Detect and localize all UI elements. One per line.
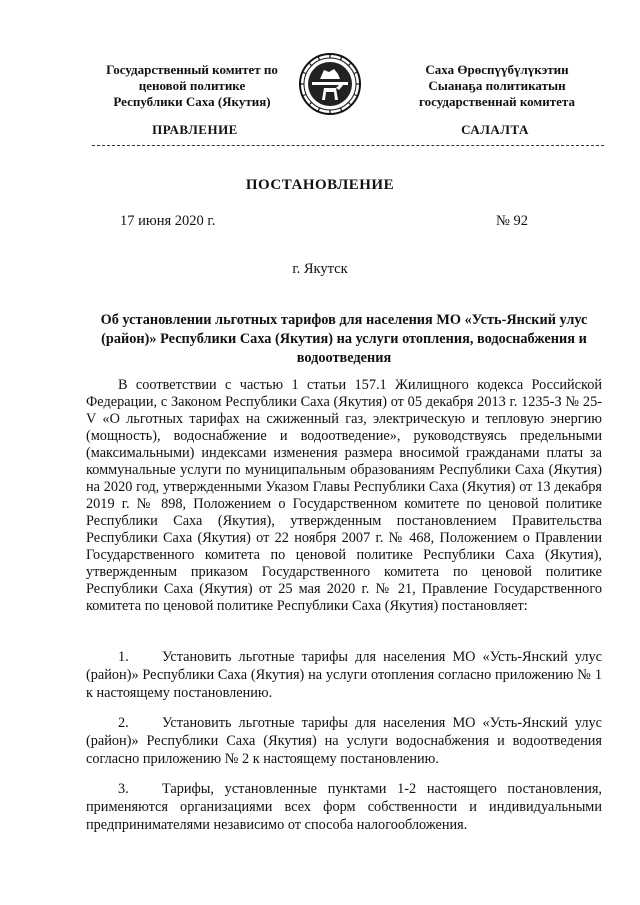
document-city: г. Якутск [292,261,348,277]
document-number: № 92 [496,213,528,229]
header-right-org-name [392,62,602,110]
sakha-coat-of-arms-icon [298,52,362,116]
document-date: 17 июня 2020 г. [120,213,216,229]
list-item [86,648,602,702]
item-number: 2. [118,715,129,731]
document-body [86,377,602,615]
item-text: Тарифы, установленные пунктами 1-2 настоящего постановления, применяются организациями всех форм собственности и индивидуальными предпринимателями независимо от способа налогообложения. [86,781,602,833]
resolution-items [86,648,602,846]
header-right-line: Сыанаҕа политикатын [428,78,566,93]
item-text: Установить льготные тарифы для населения МО «Усть-Янский улус (район)» Республики Саха (Якутия) на услуги водоснабжения и водоотведения согласно приложению № 2 к настоящему постановлению. [86,715,602,767]
item-number: 3. [118,781,129,797]
header-right-subtitle: САЛАЛТА [461,122,529,137]
header-left-line: Государственный комитет по [106,62,278,77]
document-type-heading: ПОСТАНОВЛЕНИЕ [245,177,395,193]
header-right-line: Саха Өрөспүүбүлүкэтин [425,62,569,77]
list-item [86,714,602,768]
header-left-subtitle: ПРАВЛЕНИЕ [152,122,238,137]
header-right-line: государственнай комитета [419,94,575,109]
header-left-line: ценовой политике [138,78,246,93]
document-title: Об установлении льготных тарифов для населения МО «Усть-Янский улус (район)» Республики Саха (Якутия) на услуги отопления, водоснабжения и водоотведения [100,312,588,366]
preamble-paragraph: В соответствии с частью 1 статьи 157.1 Жилищного кодекса Российской Федерации, с Законом Республики Саха (Якутия) от 05 декабря 2013 г. 1235-З № 25-V «О льготных тарифах на сжиженный газ, электрическую и тепловую энергию (мощность), водоснабжение и водоотведение», руководствуясь предельными (максимальными) индексами изменения размера вносимой гражданами платы за коммунальные услуги по муниципальным образованиям Республики Саха (Якутия) на 2020 год, утвержденными Указом Главы Республики Саха (Якутия) от 13 декабря 2019 г. № 898, Положением о Государственном комитете по ценовой политике Республики Саха (Якутия), утвержденным постановлением Правительства Республики Саха (Якутия) от 22 ноября 2007 г. № 468, Положением о Правлении Государственного комитета по ценовой политике Республики Саха (Якутия), утвержденным приказом Государственного комитета по ценовой политике Республики Саха (Якутия) от 25 мая 2020 г. № 21, Правление Государственного комитета по ценовой политике Республики Саха (Якутия) постановляет: [86,377,602,614]
list-item [86,780,602,834]
header-divider [92,145,604,146]
header-left-line: Республики Саха (Якутия) [113,94,271,109]
header-left-org-name [92,62,292,110]
item-text: Установить льготные тарифы для населения МО «Усть-Янский улус (район)» Республики Саха (Якутия) на услуги отопления согласно приложению № 1 к настоящему постановлению. [86,649,602,701]
item-number: 1. [118,649,129,665]
